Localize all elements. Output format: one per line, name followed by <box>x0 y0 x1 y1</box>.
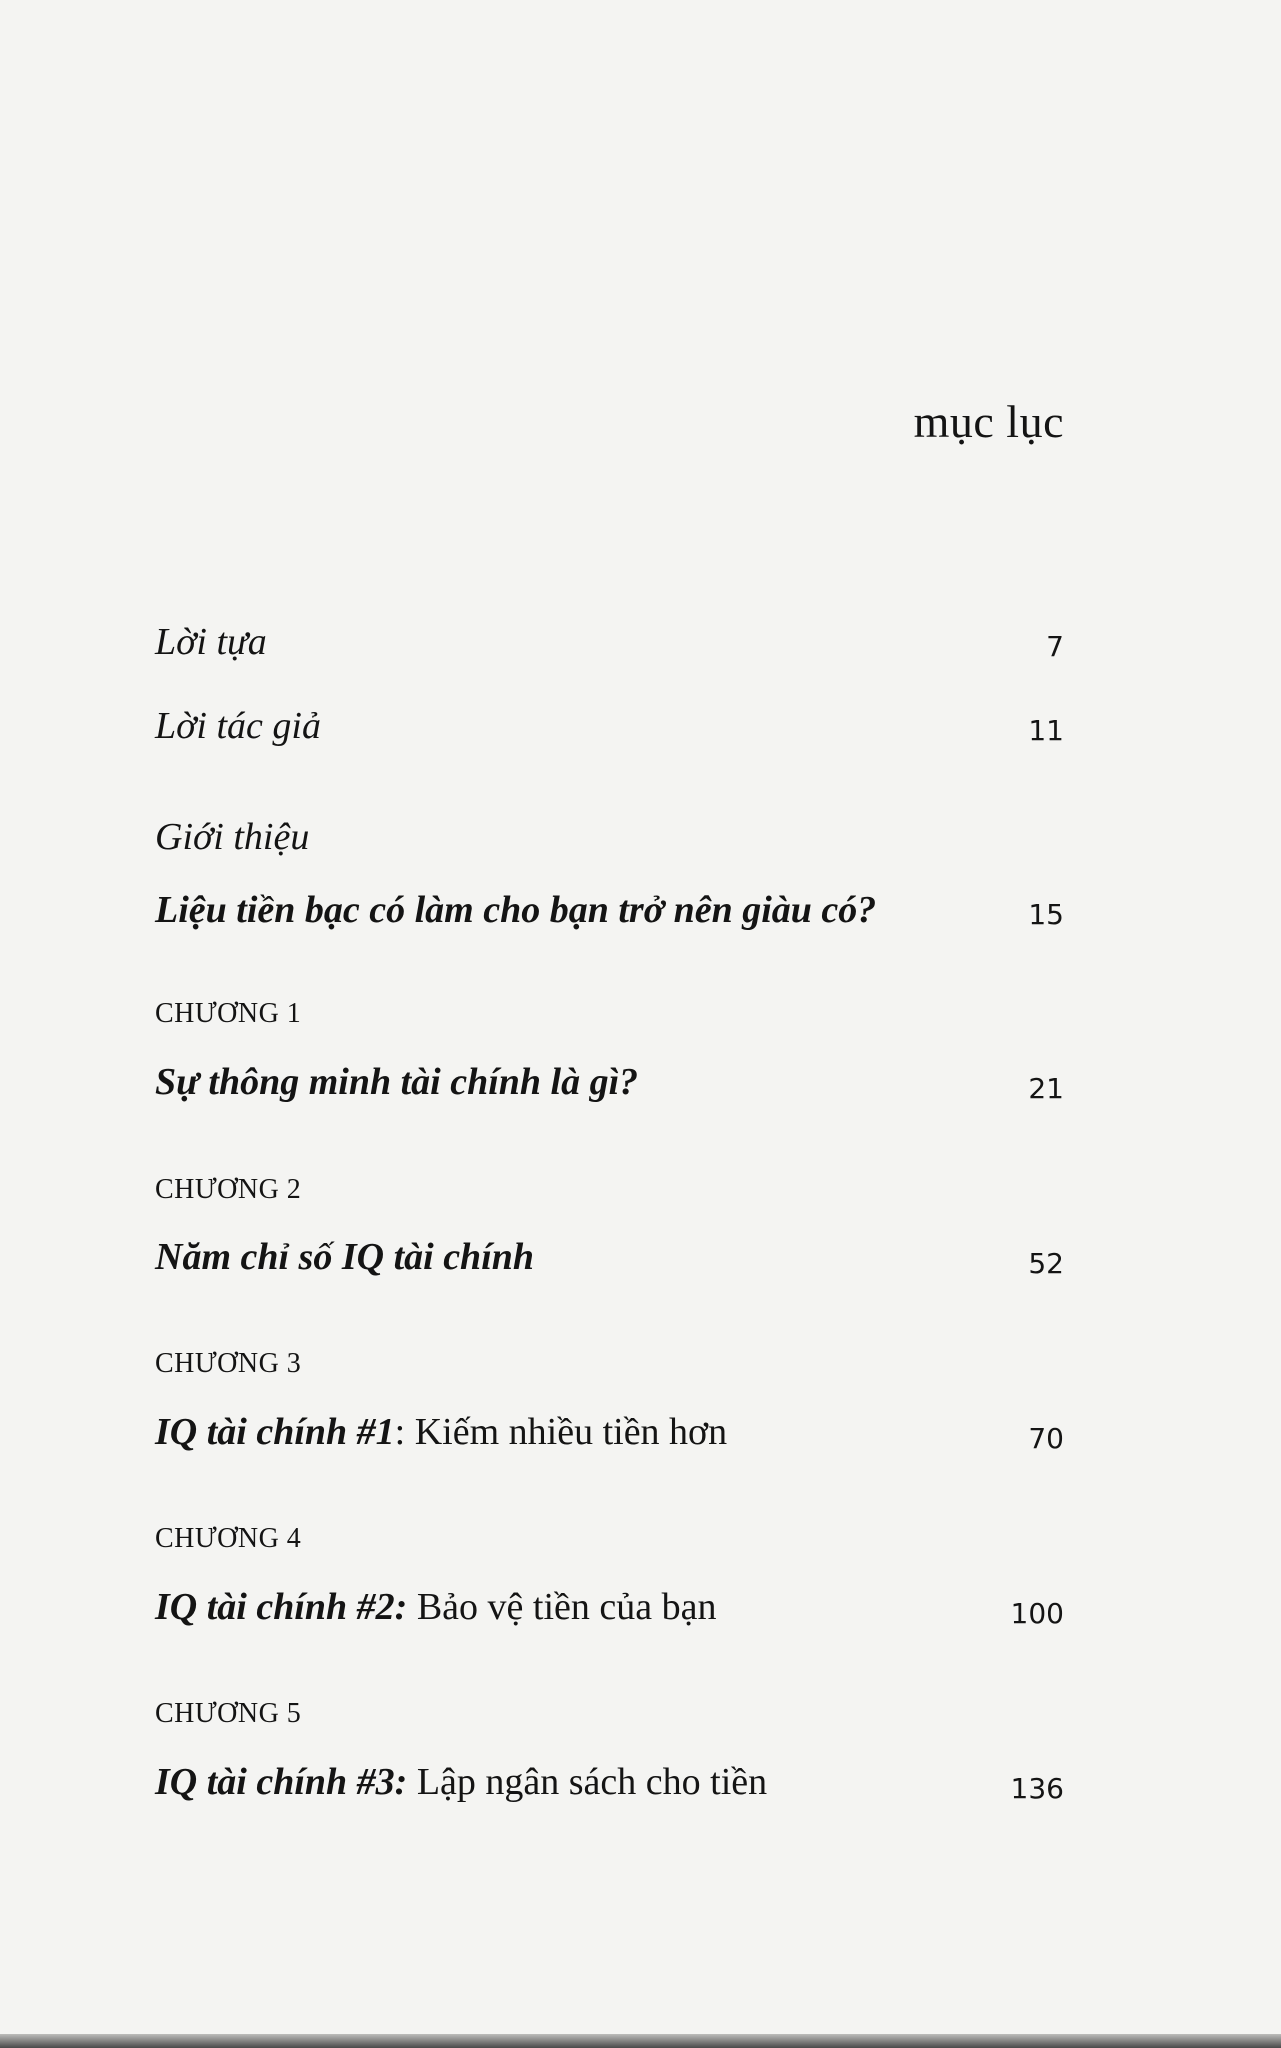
toc-entry-title-rest: Bảo vệ tiền của bạn <box>407 1586 717 1628</box>
toc-entry-title-emphasis: IQ tài chính #1 <box>155 1411 395 1453</box>
toc-entry-title <box>155 1585 717 1629</box>
toc-entry-page: 21 <box>1028 1072 1064 1105</box>
toc-entry-title <box>155 1410 727 1454</box>
toc-entry-page: 52 <box>1028 1247 1064 1280</box>
toc-entry-title-emphasis: IQ tài chính #2: <box>155 1586 408 1628</box>
toc-entry-title: Sự thông minh tài chính là gì? <box>155 1061 639 1103</box>
toc-entry-title-emphasis: IQ tài chính #3: <box>155 1761 408 1803</box>
toc-entry-title-rest: Lập ngân sách cho tiền <box>407 1761 768 1803</box>
toc-entry-title: Lời tác giả <box>155 705 321 747</box>
toc-entry-page: 136 <box>1010 1772 1064 1805</box>
toc-entry-page: 7 <box>1046 630 1064 663</box>
chapter-label: CHƯƠNG 3 <box>155 1348 302 1379</box>
page-title: mục lục <box>913 396 1064 447</box>
toc-section-label: Giới thiệu <box>155 816 310 858</box>
toc-entry-title: Năm chỉ số IQ tài chính <box>155 1236 535 1278</box>
chapter-label: CHƯƠNG 4 <box>155 1523 302 1554</box>
toc-entry-page: 70 <box>1028 1422 1064 1455</box>
toc-entry-title <box>155 1760 767 1804</box>
toc-entry-page: 11 <box>1028 714 1064 747</box>
toc-entry-page: 100 <box>1010 1597 1064 1630</box>
toc-entry-title: Lời tựa <box>155 621 267 663</box>
page-edge-shadow <box>0 2034 1281 2048</box>
chapter-label: CHƯƠNG 5 <box>155 1698 302 1729</box>
chapter-label: CHƯƠNG 1 <box>155 998 302 1029</box>
chapter-label: CHƯƠNG 2 <box>155 1174 302 1205</box>
toc-entry-page: 15 <box>1028 898 1064 931</box>
toc-entry-title: Liệu tiền bạc có làm cho bạn trở nên giàu có? <box>155 889 877 931</box>
toc-entry-title-rest: : Kiếm nhiều tiền hơn <box>394 1411 728 1453</box>
